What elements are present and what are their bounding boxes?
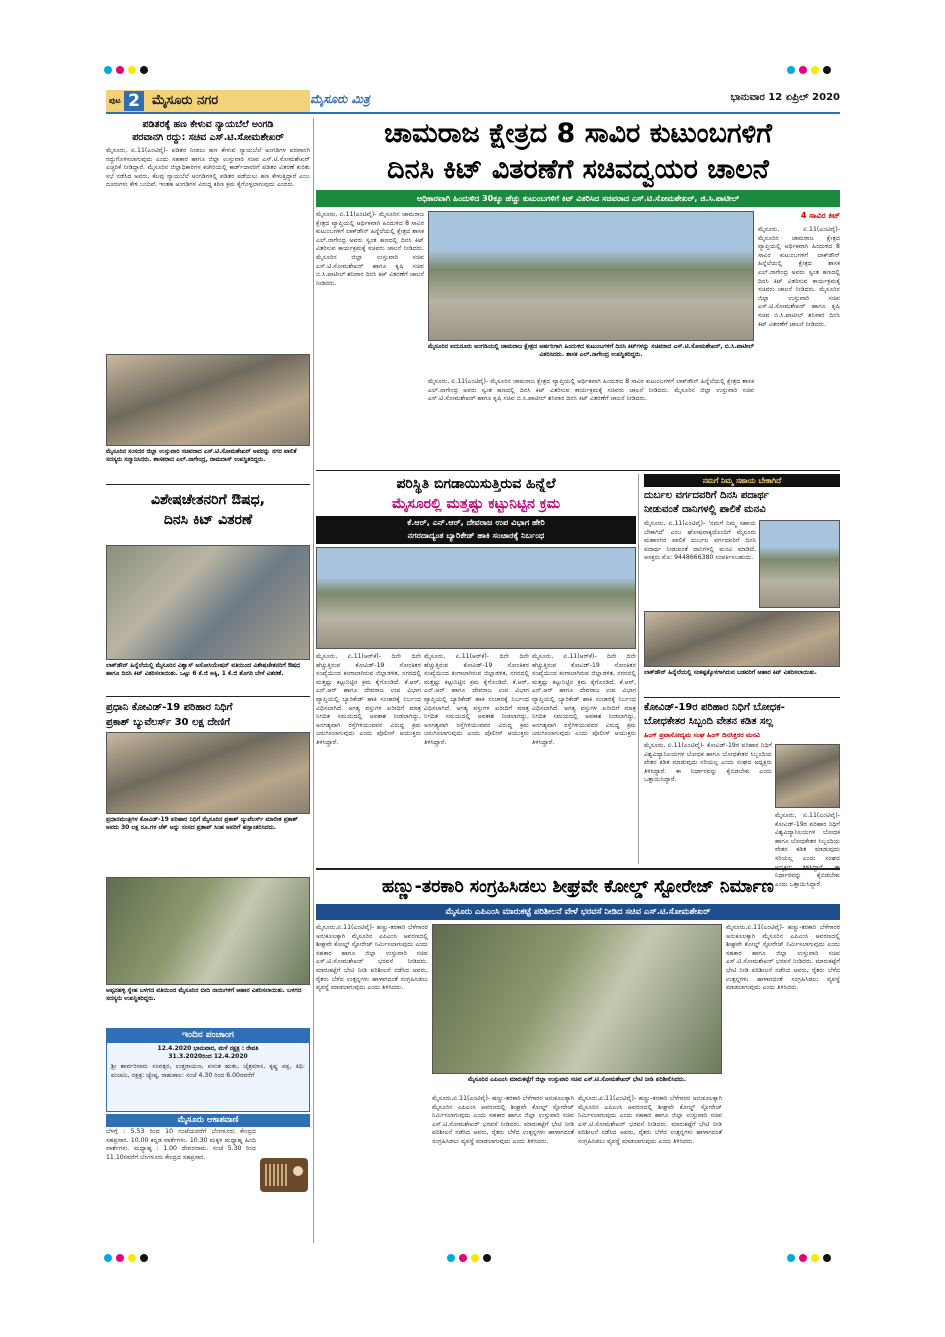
story-headline: ಪರಿಸ್ಥಿತಿ ಬಿಗಡಾಯಿಸುತ್ತಿರುವ ಹಿನ್ನೆಲೆ — [396, 476, 556, 492]
page-label: ಪುಟ — [109, 96, 121, 105]
lead-headline-text: ಚಾಮರಾಜ ಕ್ಷೇತ್ರದ 8 ಸಾವಿರ ಕುಟುಂಬಗಳಿಗೆ — [384, 118, 772, 149]
panchanga-line: 12.4.2020 ಭಾನುವಾರ, ಮಳೆ ನಕ್ಷತ್ರ : ರೇವತಿ — [157, 1045, 259, 1052]
story-headline: ಹಣ್ಣು-ತರಕಾರಿ ಸಂಗ್ರಹಿಸಿಡಲು ಶೀಘ್ರವೇ ಕೋಲ್ಡ್ ಸ್ಟೋರೇಜ್ ನಿರ್ಮಾಣ — [382, 877, 774, 897]
bottom-body: ಮೈಸೂರು,ಏ.11(ಎಂಟಿವೈ)- ಹಣ್ಣು-ತರಕಾರಿ ಬೆಳೆಗಾರರ ಅನುಕೂಲಕ್ಕಾಗಿ ಮೈಸೂರಿನ ಎಪಿಎಂಸಿ ಆವರಣದಲ್ಲಿ ಶೀಘ್ರವೇ ಕೋಲ್ಡ್ ಸ್ಟೋರೇಜ್ ನಿರ್ಮಿಸಲಾಗುವುದು ಎಂದು ಸಹಕಾರ ಹಾಗೂ ಜಿಲ್ಲಾ ಉಸ್ತುವಾರಿ ಸಚಿವ ಎಸ್.ಟಿ.ಸೋಮಶೇಖರ್ ಭರವಸೆ ನೀಡಿದರು. ಮಾರುಕಟ್ಟೆಗೆ ಭೇಟಿ ನೀಡಿ ಪರಿಶೀಲನೆ ನಡೆಸಿದ ಅವರು, ರೈತರು ಬೆಳೆದ ಉತ್ಪನ್ನಗಳು ಹಾಳಾಗದಂತೆ ಸಂಗ್ರಹಿಸಿಡಲು ವ್ಯವಸ್ಥೆ ಮಾಡಲಾಗುವುದು ಎಂದು ತಿಳಿಸಿದರು. — [432, 1095, 574, 1145]
portrait-photo — [775, 744, 840, 808]
center-story-head — [316, 474, 636, 514]
lead-headline-text: ದಿನಸಿ ಕಿಟ್ ವಿತರಣೆಗೆ ಸಚಿವದ್ವಯರ ಚಾಲನೆ — [387, 154, 769, 185]
bottom-body: ಮೈಸೂರು,ಏ.11(ಎಂಟಿವೈ)- ಹಣ್ಣು-ತರಕಾರಿ ಬೆಳೆಗಾರರ ಅನುಕೂಲಕ್ಕಾಗಿ ಮೈಸೂರಿನ ಎಪಿಎಂಸಿ ಆವರಣದಲ್ಲಿ ಶೀಘ್ರವೇ ಕೋಲ್ಡ್ ಸ್ಟೋರೇಜ್ ನಿರ್ಮಿಸಲಾಗುವುದು ಎಂದು ಸಹಕಾರ ಹಾಗೂ ಜಿಲ್ಲಾ ಉಸ್ತುವಾರಿ ಸಚಿವ ಎಸ್.ಟಿ.ಸೋಮಶೇಖರ್ ಭರವಸೆ ನೀಡಿದರು. ಮಾರುಕಟ್ಟೆಗೆ ಭೇಟಿ ನೀಡಿ ಪರಿಶೀಲನೆ ನಡೆಸಿದ ಅವರು, ರೈತರು ಬೆಳೆದ ಉತ್ಪನ್ನಗಳು ಹಾಳಾಗದಂತೆ ಸಂಗ್ರಹಿಸಿಡಲು ವ್ಯವಸ್ಥೆ ಮಾಡಲಾಗುವುದು ಎಂದು ತಿಳಿಸಿದರು. — [578, 1095, 722, 1145]
story-body: ಮೈಸೂರು, ಏ.11(ಎಂಟಿವೈ)- 'ನಮಗೆ ನಿಮ್ಮ ಸಹಾಯ ಬೇಕಾಗಿದೆ' ಎಂಬ ಘೋಷವಾಕ್ಯದೊಂದಿಗೆ ಮೈಸೂರು ಮಹಾನಗರ ಪಾಲಿಕೆ ದುರ್ಬಲ ವರ್ಗದವರಿಗೆ ದಿನಸಿ ಪದಾರ್ಥ ನೀಡುವಂತೆ ದಾನಿಗಳಲ್ಲಿ ಮನವಿ ಮಾಡಿದೆ. ಆಸಕ್ತರು ಮೊ: 9448666380 ಸಂಪರ್ಕಿಸಬಹುದು. — [644, 520, 756, 562]
bottom-subhead: ಮೈಸೂರು ಎಪಿಎಂಸಿ ಮಾರುಕಟ್ಟೆ ಪರಿಶೀಲನೆ ವೇಳೆ ಭರವಸೆ ನೀಡಿದ ಸಚಿವ ಎಸ್.ಟಿ.ಸೋಮಶೇಖರ್ — [316, 904, 840, 920]
story-headline: ವಿಶೇಷಚೇತನರಿಗೆ ಔಷಧ, — [150, 492, 265, 508]
story-headline: ಪ್ರಧಾನಿ ಕೋವಿಡ್-19 ಪರಿಹಾರ ನಿಧಿಗೆ — [106, 702, 233, 713]
panchanga-title: ಇಂದಿನ ಪಂಚಾಂಗ — [106, 1028, 310, 1042]
stray-dogs-photo — [106, 877, 310, 985]
story-headline: ಮೈಸೂರಲ್ಲಿ ಮತ್ತಷ್ಟು ಕಟ್ಟುನಿಟ್ಟಿನ ಕ್ರಮ — [391, 496, 561, 512]
story-headline: ದುರ್ಬಲ ವರ್ಗದವರಿಗೆ ದಿನಸಿ ಪದಾರ್ಥ — [644, 490, 769, 501]
registration-dots-bottom-right — [787, 1247, 835, 1266]
lead-kicker: 4 ಸಾವಿರ ಕಿಟ್ — [800, 211, 840, 220]
page-number: 2 — [124, 91, 144, 111]
registration-dots-top-right — [787, 59, 835, 78]
right-story1-head — [644, 489, 840, 517]
story-subhead: ಹಿಂಗ್ ಪ್ರವಾಸೋದ್ಯಮ ಸಂಘ ಹಿಂಗ್ ದಿನಸಿಕ್ತರರ ಮನವಿ — [644, 731, 760, 739]
paper-name: ಮೈಸೂರು ಮಿತ್ರ — [310, 92, 370, 106]
column-rule — [313, 118, 314, 1243]
paper-logo — [310, 92, 470, 109]
left-story2 — [106, 490, 310, 530]
lead-body-continued: ಮೈಸೂರು, ಏ.11(ಎಂಟಿವೈ)- ಮೈಸೂರಿನ ಚಾಮರಾಜ ಕ್ಷೇತ್ರದ ವ್ಯಾಪ್ತಿಯಲ್ಲಿ ಆರ್ಥಿಕವಾಗಿ ಹಿಂದುಳಿದ 8 ಸಾವಿರ ಕುಟುಂಬಗಳಿಗೆ ಲಾಕ್‌ಡೌನ್ ಹಿನ್ನೆಲೆಯಲ್ಲಿ ಕ್ಷೇತ್ರದ ಶಾಸಕ ಎಲ್.ನಾಗೇಂದ್ರ ಅವರು ಸ್ವಂತ ಹಣದಲ್ಲಿ ದಿನಸಿ ಕಿಟ್ ವಿತರಿಸುವ ಕಾರ್ಯಕ್ರಮಕ್ಕೆ ಸಚಿವರು ಚಾಲನೆ ನೀಡಿದರು. ಮೈಸೂರಿನ ಜಿಲ್ಲಾ ಉಸ್ತುವಾರಿ ಸಚಿವ ಎಸ್.ಟಿ.ಸೋಮಶೇಖರ್ ಹಾಗೂ ಕೃಷಿ ಸಚಿವ ಬಿ.ಸಿ.ಪಾಟೀಲ್ ಶನಿವಾರ ದಿನಸಿ ಕಿಟ್ ವಿತರಣೆಗೆ ಚಾಲನೆ ನೀಡಿದರು. — [428, 378, 754, 403]
radio-title: ಮೈಸೂರು ಆಕಾಶವಾಣಿ — [106, 1114, 310, 1127]
lead-photo-caption: ಮೈಸೂರಿನ ಐದುನೂರು ಅಂಗಡಿಯಲ್ಲಿ ಚಾಮರಾಜ ಕ್ಷೇತ್ರದ ಅರ್ಹರಿಗಾಗಿ ಹಿಂದುಳಿದ ಕುಟುಂಬಗಳಿಗೆ ದಿನಸಿ ಕಿಟ್‌ಗಳನ್ನು ಸಚಿವರಾದ ಎಸ್.ಟಿ.ಸೋಮಶೇಖರ್, ಬಿ.ಸಿ.ಪಾಟೀಲ್ ವಿತರಿಸಿದರು. ಶಾಸಕ ಎಲ್.ನಾಗೇಂದ್ರ ಉಪಸ್ಥಿತರಿದ್ದರು. — [428, 343, 754, 358]
barricade-photo — [316, 547, 636, 649]
divider — [106, 696, 310, 697]
lead-body: ಮೈಸೂರು, ಏ.11(ಎಂಟಿವೈ)- ಮೈಸೂರಿನ ಚಾಮರಾಜ ಕ್ಷೇತ್ರದ ವ್ಯಾಪ್ತಿಯಲ್ಲಿ ಆರ್ಥಿಕವಾಗಿ ಹಿಂದುಳಿದ 8 ಸಾವಿರ ಕುಟುಂಬಗಳಿಗೆ ಲಾಕ್‌ಡೌನ್ ಹಿನ್ನೆಲೆಯಲ್ಲಿ ಕ್ಷೇತ್ರದ ಶಾಸಕ ಎಲ್.ನಾಗೇಂದ್ರ ಅವರು ಸ್ವಂತ ಹಣದಲ್ಲಿ ದಿನಸಿ ಕಿಟ್ ವಿತರಿಸುವ ಕಾರ್ಯಕ್ರಮಕ್ಕೆ ಸಚಿವರು ಚಾಲನೆ ನೀಡಿದರು. ಮೈಸೂರಿನ ಜಿಲ್ಲಾ ಉಸ್ತುವಾರಿ ಸಚಿವ ಎಸ್.ಟಿ.ಸೋಮಶೇಖರ್ ಹಾಗೂ ಕೃಷಿ ಸಚಿವ ಬಿ.ಸಿ.ಪಾಟೀಲ್ ಶನಿವಾರ ದಿನಸಿ ಕಿಟ್ ವಿತರಣೆಗೆ ಚಾಲನೆ ನೀಡಿದರು. — [316, 211, 424, 287]
story-body: ಮೈಸೂರು, ಏ.11(ಎಂಟಿವೈ)- ಕೋವಿಡ್-19ರ ಪರಿಹಾರ ನಿಧಿಗೆ ವಿಶ್ವವಿದ್ಯಾನಿಲಯಗಳ ಬೋಧಕ ಹಾಗೂ ಬೋಧಕೇತರ ಸಿಬ್ಬಂದಿಯ ವೇತನ ಕಡಿತ ಮಾಡುವುದು ಸರಿಯಲ್ಲ ಎಂದು ಸಂಘದ ನಿರ್ಧಾರವನ್ನು ಕೈಬಿಡಬೇಕು ಎಂದು ಒತ್ತಾಯಿಸಿದ್ದಾರೆ. — [775, 812, 840, 888]
divider — [316, 868, 840, 870]
panchanga-body: ಶ್ರೀ ಶಾರ್ವರಿನಾಮ ಸಂವತ್ಸರ, ಉತ್ತರಾಯಣ, ವಸಂತ ಋತು, ಚೈತ್ರಮಾಸ, ಕೃಷ್ಣ ಪಕ್ಷ, ತಿಥಿ: ಪಂಚಮಿ, ನಕ್ಷತ್ರ: ಜ್ಯೇಷ್ಠ, ರಾಹುಕಾಲ: ಸಂಜೆ 4.30 ರಿಂದ 6.00ರವರೆಗೆ — [111, 1063, 305, 1079]
photo-caption: ಲಾಕ್‌ಡೌನ್ ಹಿನ್ನೆಲೆಯಲ್ಲಿ ಮೈಸೂರಿನ ವಿಶ್ವಾಸ್ ಅಸೋಸಿಯೇಷನ್ ವತಿಯಿಂದ ವಿಶೇಷಚೇತನರಿಗೆ ಔಷಧ ಹಾಗೂ ದಿನಸಿ ಕಿಟ್ ವಿತರಿಸಲಾಯಿತು. ಒಟ್ಟು 6 ಕೆ.ಜಿ ಅಕ್ಕಿ, 1 ಕೆ.ಜಿ ತೊಗರಿ ಬೇಳೆ ವಿತರಣೆ. — [106, 662, 300, 677]
registration-dots-top-left — [104, 59, 152, 78]
photo-caption: ಮೈಸೂರಿನ ಸಂಸದರ ಜಿಲ್ಲಾ ಉಸ್ತುವಾರಿ ಸಚಿವರಾದ ಎಸ್.ಟಿ.ಸೋಮಶೇಖರ್ ಅವರನ್ನು ನಗರ ಪಾಲಿಕೆ ಸದಸ್ಯರು ಸನ್ಮಾನಿಸಿದರು. ಶಾಸಕರಾದ ಎಲ್.ನಾಗೇಂದ್ರ, ರಾಮದಾಸ್ ಉಪಸ್ಥಿತರಿದ್ದರು. — [106, 448, 297, 463]
story-headline: ಕೋವಿಡ್-19ರ ಪರಿಹಾರ ನಿಧಿಗೆ ಬೋಧಕ- — [644, 702, 785, 713]
story-headline: ಬೋಧಕೇತರ ಸಿಬ್ಬಂದಿ ವೇತನ ಕಡಿತ ಸಲ್ಲ — [644, 716, 773, 727]
story-headline: ಪ್ರಕಾಶ್ ಬ್ಯುವೆಲರ್ಸ್ 30 ಲಕ್ಷ ದೇಣಿಗೆ — [106, 717, 231, 728]
bottom-body: ಮೈಸೂರು,ಏ.11(ಎಂಟಿವೈ)- ಹಣ್ಣು-ತರಕಾರಿ ಬೆಳೆಗಾರರ ಅನುಕೂಲಕ್ಕಾಗಿ ಮೈಸೂರಿನ ಎಪಿಎಂಸಿ ಆವರಣದಲ್ಲಿ ಶೀಘ್ರವೇ ಕೋಲ್ಡ್ ಸ್ಟೋರೇಜ್ ನಿರ್ಮಿಸಲಾಗುವುದು ಎಂದು ಸಹಕಾರ ಹಾಗೂ ಜಿಲ್ಲಾ ಉಸ್ತುವಾರಿ ಸಚಿವ ಎಸ್.ಟಿ.ಸೋಮಶೇಖರ್ ಭರವಸೆ ನೀಡಿದರು. ಮಾರುಕಟ್ಟೆಗೆ ಭೇಟಿ ನೀಡಿ ಪರಿಶೀಲನೆ ನಡೆಸಿದ ಅವರು, ರೈತರು ಬೆಳೆದ ಉತ್ಪನ್ನಗಳು ಹಾಳಾಗದಂತೆ ಸಂಗ್ರಹಿಸಿಡಲು ವ್ಯವಸ್ಥೆ ಮಾಡಲಾಗುವುದು ಎಂದು ತಿಳಿಸಿದರು. — [726, 924, 840, 992]
left-story1 — [106, 118, 310, 144]
center-body: ಮೈಸೂರು, ಏ.11(ಆರ್‌ಕೆ)- ದಿನೇ ದಿನೇ ಹೆಚ್ಚುತ್ತಿರುವ ಕೋವಿಡ್-19 ಸೋಂಕಿತರ ಸಂಖ್ಯೆಯಿಂದ ಕಂಗಾಲಾಗಿರುವ ಜಿಲ್ಲಾಡಳಿತ, ನಗರದಲ್ಲಿ ಮತ್ತಷ್ಟು ಕಟ್ಟುನಿಟ್ಟಿನ ಕ್ರಮ ಕೈಗೊಂಡಿದೆ. ಕೆ.ಆರ್, ಎನ್.ಆರ್ ಹಾಗೂ ದೇವರಾಜ ಉಪ ವಿಭಾಗ ವ್ಯಾಪ್ತಿಯಲ್ಲಿ ಬ್ಯಾರಿಕೇಡ್ ಹಾಕಿ ಸಂಚಾರಕ್ಕೆ ನಿರ್ಬಂಧ ವಿಧಿಸಲಾಗಿದೆ. ಅಗತ್ಯ ವಸ್ತುಗಳ ಖರೀದಿಗೆ ಮಾತ್ರ ನಿಗದಿತ ಸಮಯದಲ್ಲಿ ಅವಕಾಶ ನೀಡಲಾಗಿದ್ದು, ಅನಗತ್ಯವಾಗಿ ರಸ್ತೆಗಿಳಿಯುವವರ ವಿರುದ್ಧ ಕ್ರಮ ಜರುಗಿಸಲಾಗುವುದು ಎಂದು ಪೊಲೀಸ್ ಆಯುಕ್ತರು ತಿಳಿಸಿದ್ದಾರೆ. — [532, 653, 636, 746]
lead-body-right: ಮೈಸೂರು, ಏ.11(ಎಂಟಿವೈ)- ಮೈಸೂರಿನ ಚಾಮರಾಜ ಕ್ಷೇತ್ರದ ವ್ಯಾಪ್ತಿಯಲ್ಲಿ ಆರ್ಥಿಕವಾಗಿ ಹಿಂದುಳಿದ 8 ಸಾವಿರ ಕುಟುಂಬಗಳಿಗೆ ಲಾಕ್‌ಡೌನ್ ಹಿನ್ನೆಲೆಯಲ್ಲಿ ಕ್ಷೇತ್ರದ ಶಾಸಕ ಎಲ್.ನಾಗೇಂದ್ರ ಅವರು ಸ್ವಂತ ಹಣದಲ್ಲಿ ದಿನಸಿ ಕಿಟ್ ವಿತರಿಸುವ ಕಾರ್ಯಕ್ರಮಕ್ಕೆ ಸಚಿವರು ಚಾಲನೆ ನೀಡಿದರು. ಮೈಸೂರಿನ ಜಿಲ್ಲಾ ಉಸ್ತುವಾರಿ ಸಚಿವ ಎಸ್.ಟಿ.ಸೋಮಶೇಖರ್ ಹಾಗೂ ಕೃಷಿ ಸಚಿವ ಬಿ.ಸಿ.ಪಾಟೀಲ್ ಶನಿವಾರ ದಿನಸಿ ಕಿಟ್ ವಿತರಣೆಗೆ ಚಾಲನೆ ನೀಡಿದರು. — [758, 226, 840, 328]
apmc-market-photo — [432, 924, 722, 1074]
center-body: ಮೈಸೂರು, ಏ.11(ಆರ್‌ಕೆ)- ದಿನೇ ದಿನೇ ಹೆಚ್ಚುತ್ತಿರುವ ಕೋವಿಡ್-19 ಸೋಂಕಿತರ ಸಂಖ್ಯೆಯಿಂದ ಕಂಗಾಲಾಗಿರುವ ಜಿಲ್ಲಾಡಳಿತ, ನಗರದಲ್ಲಿ ಮತ್ತಷ್ಟು ಕಟ್ಟುನಿಟ್ಟಿನ ಕ್ರಮ ಕೈಗೊಂಡಿದೆ. ಕೆ.ಆರ್, ಎನ್.ಆರ್ ಹಾಗೂ ದೇವರಾಜ ಉಪ ವಿಭಾಗ ವ್ಯಾಪ್ತಿಯಲ್ಲಿ ಬ್ಯಾರಿಕೇಡ್ ಹಾಕಿ ಸಂಚಾರಕ್ಕೆ ನಿರ್ಬಂಧ ವಿಧಿಸಲಾಗಿದೆ. ಅಗತ್ಯ ವಸ್ತುಗಳ ಖರೀದಿಗೆ ಮಾತ್ರ ನಿಗದಿತ ಸಮಯದಲ್ಲಿ ಅವಕಾಶ ನೀಡಲಾಗಿದ್ದು, ಅನಗತ್ಯವಾಗಿ ರಸ್ತೆಗಿಳಿಯುವವರ ವಿರುದ್ಧ ಕ್ರಮ ಜರುಗಿಸಲಾಗುವುದು ಎಂದು ಪೊಲೀಸ್ ಆಯುಕ್ತರು ತಿಳಿಸಿದ್ದಾರೆ. — [424, 653, 529, 746]
kit-distribution-photo — [106, 545, 310, 660]
edition-date: ಭಾನುವಾರ 12 ಏಪ್ರಿಲ್ 2020 — [730, 92, 840, 103]
registration-dots-bottom-left — [104, 1247, 152, 1266]
divider — [316, 470, 840, 471]
church-photo — [759, 520, 840, 608]
panchanga-box — [106, 1042, 310, 1112]
masthead-rule — [106, 112, 840, 114]
subhead: ಕೆ.ಆರ್, ಎನ್.ಆರ್, ದೇವರಾಜ ಉಪ ವಿಭಾಗ ಹೇರಿ — [407, 517, 545, 527]
lead-headline-1 — [316, 116, 840, 152]
lead-photo — [428, 211, 754, 341]
lead-strap: ಅಧಿಕಾರವಾಗಿ ಹಿಂದುಳಿದ 30ಕ್ಕೂ ಹೆಚ್ಚು ಕುಟುಂಬಗಳಿಗೆ ಕಿಟ್ ವಿತರಿಸಿದ ಸಚಿವರಾದ ಎಸ್.ಟಿ.ಸೋಮಶೇಖರ್, ಜಿ.ಸಿ.ಪಾಟೀಲ್ — [316, 190, 840, 207]
right-story2-head — [644, 701, 840, 729]
divider — [106, 484, 310, 485]
story-body: ಮೈಸೂರು, ಏ.11(ಎಂಟಿವೈ)- ಪಡಿತರ ನೀಡಲು ಹಣ ಕೇಳುವ ನ್ಯಾಯಬೆಲೆ ಅಂಗಡಿಗಳ ಪರವಾನಗಿ ರದ್ದುಗೊಳಿಸಲಾಗುವುದು ಎಂದು ಸಹಕಾರ ಹಾಗೂ ಜಿಲ್ಲಾ ಉಸ್ತುವಾರಿ ಸಚಿವ ಎಸ್.ಟಿ.ಸೋಮಶೇಖರ್ ಎಚ್ಚರಿಕೆ ನೀಡಿದ್ದಾರೆ. ಮೈಸೂರಿನ ಜಿಲ್ಲಾಧಿಕಾರಿಗಳ ಕಚೇರಿಯಲ್ಲಿ ಕಾರ್ಡ್‌ದಾರರಿಗೆ ಪಡಿತರ ವಿತರಣೆ ಕುರಿತು ಸಭೆ ನಡೆಸಿದ ಅವರು, ಕೆಲವು ನ್ಯಾಯಬೆಲೆ ಅಂಗಡಿಗಳಲ್ಲಿ ಪಡಿತರ ಪಡೆಯಲು ಹಣ ಕೇಳುತ್ತಿದ್ದಾರೆ ಎಂಬ ದೂರುಗಳು ಕೇಳಿ ಬಂದಿವೆ. ಇಂತಹ ಅಂಗಡಿಗಳ ವಿರುದ್ಧ ಕಠಿಣ ಕ್ರಮ ಕೈಗೊಳ್ಳಲಾಗುವುದು ಎಂದರು. — [106, 147, 310, 189]
left-story3 — [106, 700, 310, 730]
section-title: ಮೈಸೂರು ನಗರ — [152, 93, 219, 108]
appeal-tag: ನಮಗೆ ನಿಮ್ಮ ಸಹಾಯ ಬೇಕಾಗಿದೆ — [644, 474, 840, 487]
center-subhead-box — [316, 516, 636, 544]
bottom-headline — [316, 873, 840, 901]
column-rule — [638, 474, 639, 864]
photo-caption: ಲಾಕ್‌ಡೌನ್ ಹಿನ್ನೆಲೆಯಲ್ಲಿ ಸಂಕಷ್ಟಕ್ಕೊಳಗಾಗಿರುವ ಬಡವರಿಗೆ ಆಹಾರ ಕಿಟ್ ವಿತರಿಸಲಾಯಿತು. — [644, 669, 817, 676]
felicitation-photo — [106, 354, 310, 446]
story-headline: ದಿನಸಿ ಕಿಟ್ ವಿತರಣೆ — [163, 512, 253, 528]
story-headline: ಪರವಾನಗಿ ರದ್ದು: ಸಚಿವ ಎಸ್.ಟಿ.ಸೋಮಶೇಖರ್ — [132, 132, 284, 143]
donation-photo — [106, 732, 310, 814]
photo-caption: ಅಪ್ಪನಹಳ್ಳಿ ಸ್ನೇಹ ಬಳಗದ ವತಿಯಿಂದ ಮೈಸೂರಿನ ಬೀದಿ ನಾಯಿಗಳಿಗೆ ಆಹಾರ ವಿತರಿಸಲಾಯಿತು. ಬಳಗದ ಸದಸ್ಯರು ಉಪಸ್ಥಿತರಿದ್ದರು. — [106, 987, 302, 1002]
registration-dots-bottom-center — [447, 1247, 495, 1266]
bottom-body: ಮೈಸೂರು,ಏ.11(ಎಂಟಿವೈ)- ಹಣ್ಣು-ತರಕಾರಿ ಬೆಳೆಗಾರರ ಅನುಕೂಲಕ್ಕಾಗಿ ಮೈಸೂರಿನ ಎಪಿಎಂಸಿ ಆವರಣದಲ್ಲಿ ಶೀಘ್ರವೇ ಕೋಲ್ಡ್ ಸ್ಟೋರೇಜ್ ನಿರ್ಮಿಸಲಾಗುವುದು ಎಂದು ಸಹಕಾರ ಹಾಗೂ ಜಿಲ್ಲಾ ಉಸ್ತುವಾರಿ ಸಚಿವ ಎಸ್.ಟಿ.ಸೋಮಶೇಖರ್ ಭರವಸೆ ನೀಡಿದರು. ಮಾರುಕಟ್ಟೆಗೆ ಭೇಟಿ ನೀಡಿ ಪರಿಶೀಲನೆ ನಡೆಸಿದ ಅವರು, ರೈತರು ಬೆಳೆದ ಉತ್ಪನ್ನಗಳು ಹಾಳಾಗದಂತೆ ಸಂಗ್ರಹಿಸಿಡಲು ವ್ಯವಸ್ಥೆ ಮಾಡಲಾಗುವುದು ಎಂದು ತಿಳಿಸಿದರು. — [316, 924, 428, 992]
photo-caption: ಪ್ರಧಾನಮಂತ್ರಿಗಳ ಕೋವಿಡ್-19 ಪರಿಹಾರ ನಿಧಿಗೆ ಮೈಸೂರಿನ ಪ್ರಕಾಶ್ ಜ್ಯುವೆಲರ್ಸ್ ಮಾಲೀಕ ಪ್ರಕಾಶ್ ಅವರು 30 ಲಕ್ಷ ರೂ.ಗಳ ಚೆಕ್ ಅನ್ನು ಸಂಸದ ಪ್ರತಾಪ್ ಸಿಂಹ ಅವರಿಗೆ ಹಸ್ತಾಂತರಿಸಿದರು. — [106, 816, 298, 831]
radio-body: ಬೆಳಗ್ಗೆ : 5.53 ರಿಂದ 10 ಗಂಟೆಯವರೆಗೆ ಬೆಂಗಳೂರು ಕೇಂದ್ರದ ಸಹಪ್ರಸಾರ. 10.00 ಕನ್ನಡ ವಾರ್ತೆಗಳು. 10.30 ಮಕ್ಕಳ ಮಧ್ಯಾಹ್ನ ಹಿಂದಿ ವಾರ್ತೆಗಳು. ಮಧ್ಯಾಹ್ನ : 1.00 ದೇವರನಾಮ. ಸಂಜೆ 5.30 ರಿಂದ 11.10ರವರೆಗೆ ಬೆಂಗಳೂರು ಕೇಂದ್ರದ ಸಹಪ್ರಸಾರ. — [106, 1128, 256, 1161]
subhead: ನಗರದಾದ್ಯಂತ ಬ್ಯಾರಿಕೇಡ್ ಹಾಕಿ ಸಂಚಾರಕ್ಕೆ ನಿರ್ಬಂಧ — [407, 530, 545, 540]
photo-caption: ಮೈಸೂರಿನ ಎಪಿಎಂಸಿ ಮಾರುಕಟ್ಟೆಗೆ ಜಿಲ್ಲಾ ಉಸ್ತುವಾರಿ ಸಚಿವ ಎಸ್.ಟಿ.ಸೋಮಶೇಖರ್ ಭೇಟಿ ನೀಡಿ ಪರಿಶೀಲಿಸಿದರು. — [467, 1076, 687, 1083]
ration-distribution-photo — [644, 611, 840, 667]
lead-headline-2 — [316, 152, 840, 188]
panchanga-line: 31.3.2020ರಿಂದ 12.4.2020 — [168, 1053, 248, 1060]
story-headline: ಪಡಿತರಕ್ಕೆ ಹಣ ಕೇಳುವ ನ್ಯಾಯಬೆಲೆ ಅಂಗಡಿ — [142, 119, 274, 130]
divider — [644, 697, 840, 698]
center-body: ಮೈಸೂರು, ಏ.11(ಆರ್‌ಕೆ)- ದಿನೇ ದಿನೇ ಹೆಚ್ಚುತ್ತಿರುವ ಕೋವಿಡ್-19 ಸೋಂಕಿತರ ಸಂಖ್ಯೆಯಿಂದ ಕಂಗಾಲಾಗಿರುವ ಜಿಲ್ಲಾಡಳಿತ, ನಗರದಲ್ಲಿ ಮತ್ತಷ್ಟು ಕಟ್ಟುನಿಟ್ಟಿನ ಕ್ರಮ ಕೈಗೊಂಡಿದೆ. ಕೆ.ಆರ್, ಎನ್.ಆರ್ ಹಾಗೂ ದೇವರಾಜ ಉಪ ವಿಭಾಗ ವ್ಯಾಪ್ತಿಯಲ್ಲಿ ಬ್ಯಾರಿಕೇಡ್ ಹಾಕಿ ಸಂಚಾರಕ್ಕೆ ನಿರ್ಬಂಧ ವಿಧಿಸಲಾಗಿದೆ. ಅಗತ್ಯ ವಸ್ತುಗಳ ಖರೀದಿಗೆ ಮಾತ್ರ ನಿಗದಿತ ಸಮಯದಲ್ಲಿ ಅವಕಾಶ ನೀಡಲಾಗಿದ್ದು, ಅನಗತ್ಯವಾಗಿ ರಸ್ತೆಗಿಳಿಯುವವರ ವಿರುದ್ಧ ಕ್ರಮ ಜರುಗಿಸಲಾಗುವುದು ಎಂದು ಪೊಲೀಸ್ ಆಯುಕ್ತರು ತಿಳಿಸಿದ್ದಾರೆ. — [316, 653, 421, 746]
section-header — [106, 90, 310, 112]
story-body: ಮೈಸೂರು, ಏ.11(ಎಂಟಿವೈ)- ಕೋವಿಡ್-19ರ ಪರಿಹಾರ ನಿಧಿಗೆ ವಿಶ್ವವಿದ್ಯಾನಿಲಯಗಳ ಬೋಧಕ ಹಾಗೂ ಬೋಧಕೇತರ ಸಿಬ್ಬಂದಿಯ ವೇತನ ಕಡಿತ ಮಾಡುವುದು ಸರಿಯಲ್ಲ ಎಂದು ಸಂಘದ ಅಧ್ಯಕ್ಷರು ತಿಳಿಸಿದ್ದಾರೆ. ಈ ನಿರ್ಧಾರವನ್ನು ಕೈಬಿಡಬೇಕು ಎಂದು ಒತ್ತಾಯಿಸಿದ್ದಾರೆ. — [644, 742, 772, 784]
radio-icon — [260, 1158, 308, 1192]
story-headline: ನೀಡುವಂತೆ ದಾನಿಗಳಲ್ಲಿ ಪಾಲಿಕೆ ಮನವಿ — [644, 504, 766, 515]
